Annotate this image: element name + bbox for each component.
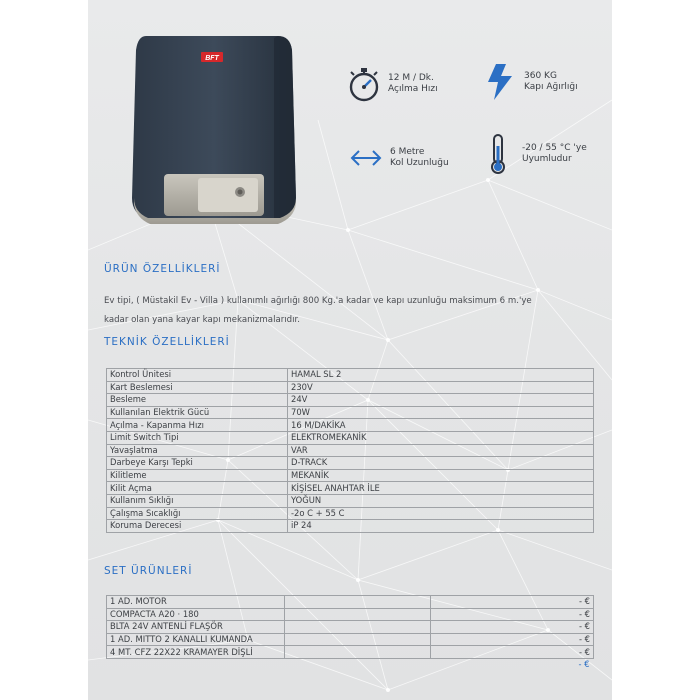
spec-label: Çalışma Sıcaklığı	[107, 507, 288, 520]
set-item-name: COMPACTA A20 · 180	[107, 608, 285, 621]
set-item-name: 4 MT. CFZ 22X22 KRAMAYER DİŞLİ	[107, 646, 285, 659]
feature-weight-text: 360 KG Kapı Ağırlığı	[524, 71, 578, 92]
set-total-spacer	[285, 658, 431, 670]
section-heading-product-features: ÜRÜN ÖZELLİKLERİ	[104, 263, 221, 275]
spec-label: Koruma Derecesi	[107, 520, 288, 533]
spec-value: 16 M/DAKİKA	[288, 419, 594, 432]
feature-speed	[344, 64, 438, 104]
spec-label: Açılma - Kapanma Hızı	[107, 419, 288, 432]
table-row	[107, 419, 594, 432]
table-row	[107, 621, 594, 634]
double-arrow-icon	[346, 138, 386, 178]
set-item-price: - €	[430, 621, 593, 634]
spec-value: -2o C + 55 C	[288, 507, 594, 520]
stopwatch-icon	[344, 64, 384, 104]
spec-value: 70W	[288, 406, 594, 419]
product-description: Ev tipi, ( Müstakil Ev - Villa ) kullanımlı ağırlığı 800 Kg.'a kadar ve kapı uzunluğu maksimum 6 m.'ye kadar olan yana kayar kapı mekanizmalarıdır.	[104, 296, 532, 325]
svg-text:BFT: BFT	[205, 55, 219, 62]
gate-motor-image	[128, 28, 298, 228]
spec-label: Limit Switch Tipi	[107, 431, 288, 444]
spec-label: Kontrol Ünitesi	[107, 369, 288, 382]
table-row	[107, 494, 594, 507]
set-products-table	[106, 595, 594, 671]
spec-label: Kullanım Sıklığı	[107, 494, 288, 507]
set-total-price: - €	[578, 659, 590, 670]
set-item-price: - €	[430, 633, 593, 646]
spec-value: D-TRACK	[288, 457, 594, 470]
spec-label: Besleme	[107, 394, 288, 407]
spec-label: Kilitleme	[107, 469, 288, 482]
table-row	[107, 457, 594, 470]
set-item-price: - €	[430, 608, 593, 621]
spec-value: 24V	[288, 394, 594, 407]
set-item-spacer	[285, 621, 431, 634]
table-row	[107, 633, 594, 646]
table-row	[107, 646, 594, 659]
spec-value: 230V	[288, 381, 594, 394]
set-item-name: 1 AD. MITTO 2 KANALLI KUMANDA	[107, 633, 285, 646]
feature-temperature	[478, 134, 587, 174]
set-item-spacer	[285, 608, 431, 621]
spec-value: YOĞUN	[288, 494, 594, 507]
spec-label: Kart Beslemesi	[107, 381, 288, 394]
spec-value: HAMAL SL 2	[288, 369, 594, 382]
table-row	[107, 431, 594, 444]
table-row	[107, 520, 594, 533]
spec-value: VAR	[288, 444, 594, 457]
table-row	[107, 469, 594, 482]
table-row	[107, 507, 594, 520]
feature-temperature-text: -20 / 55 °C 'ye Uyumludur	[522, 143, 587, 164]
section-heading-technical-specs: TEKNİK ÖZELLİKLERİ	[104, 336, 230, 348]
table-row	[107, 596, 594, 609]
table-row	[107, 482, 594, 495]
thermometer-icon	[478, 134, 518, 174]
spec-label: Yavaşlatma	[107, 444, 288, 457]
table-row	[107, 381, 594, 394]
spec-value: iP 24	[288, 520, 594, 533]
lightning-icon	[480, 62, 520, 102]
table-row	[107, 444, 594, 457]
spec-label: Kullanılan Elektrik Gücü	[107, 406, 288, 419]
set-item-price: - €	[430, 646, 593, 659]
feature-speed-text: 12 M / Dk. Açılma Hızı	[388, 73, 438, 94]
set-item-name: 1 AD. MOTOR	[107, 596, 285, 609]
feature-arm-length	[346, 138, 449, 178]
bft-logo	[201, 52, 223, 62]
spec-value: KİŞİSEL ANAHTAR İLE	[288, 482, 594, 495]
table-row	[107, 406, 594, 419]
set-item-spacer	[285, 596, 431, 609]
set-item-price: - €	[430, 596, 593, 609]
set-total-spacer	[107, 658, 285, 670]
section-heading-set-products: SET ÜRÜNLERİ	[104, 565, 193, 577]
feature-arm-length-text: 6 Metre Kol Uzunluğu	[390, 147, 449, 168]
set-item-spacer	[285, 646, 431, 659]
table-row	[107, 369, 594, 382]
table-row	[107, 608, 594, 621]
set-total-row	[107, 658, 594, 670]
spec-value: ELEKTROMEKANİK	[288, 431, 594, 444]
table-row	[107, 394, 594, 407]
spec-value: MEKANİK	[288, 469, 594, 482]
feature-weight	[480, 62, 578, 102]
technical-specs-table	[106, 368, 594, 533]
set-item-spacer	[285, 633, 431, 646]
set-item-name: BLTA 24V ANTENLİ FLAŞÖR	[107, 621, 285, 634]
spec-label: Kilit Açma	[107, 482, 288, 495]
product-panel	[88, 0, 612, 700]
spec-label: Darbeye Karşı Tepki	[107, 457, 288, 470]
